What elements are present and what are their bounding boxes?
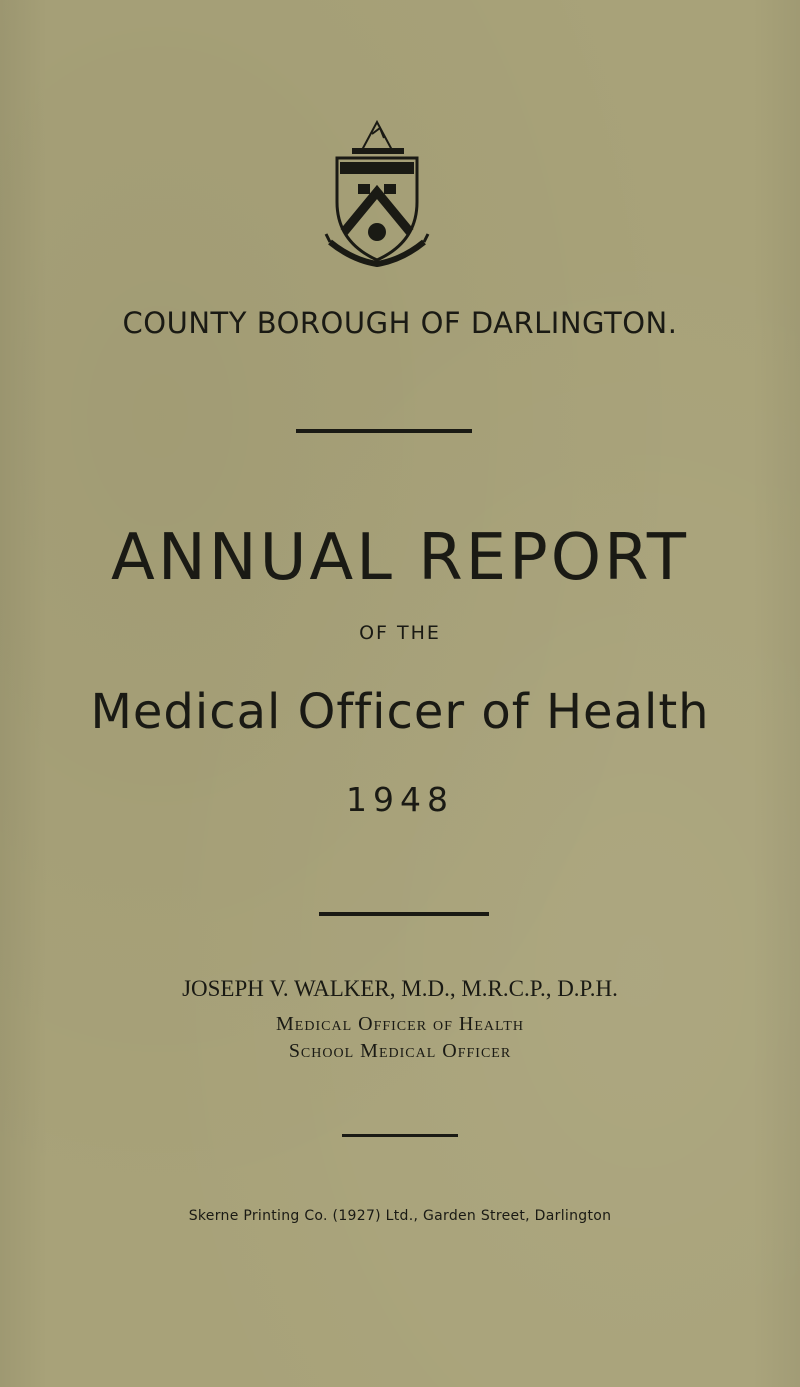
report-subject: Medical Officer of Health	[90, 684, 710, 740]
borough-heading: COUNTY BOROUGH OF DARLINGTON.	[122, 306, 678, 340]
author-role-medical-officer: Medical Officer of Health	[276, 1013, 524, 1035]
divider-top	[296, 429, 472, 433]
divider-bottom	[342, 1134, 458, 1137]
author-name: JOSEPH V. WALKER, M.D., M.R.C.P., D.P.H.	[182, 976, 618, 1001]
report-connector: OF THE	[359, 622, 441, 644]
report-title: ANNUAL REPORT	[111, 521, 689, 595]
printer-imprint: Skerne Printing Co. (1927) Ltd., Garden Street, Darlington	[188, 1208, 612, 1224]
report-year: 1948	[346, 780, 454, 819]
author-role-school-officer: School Medical Officer	[288, 1040, 512, 1062]
borough-coat-of-arms-icon	[322, 92, 432, 272]
divider-middle	[319, 912, 489, 916]
